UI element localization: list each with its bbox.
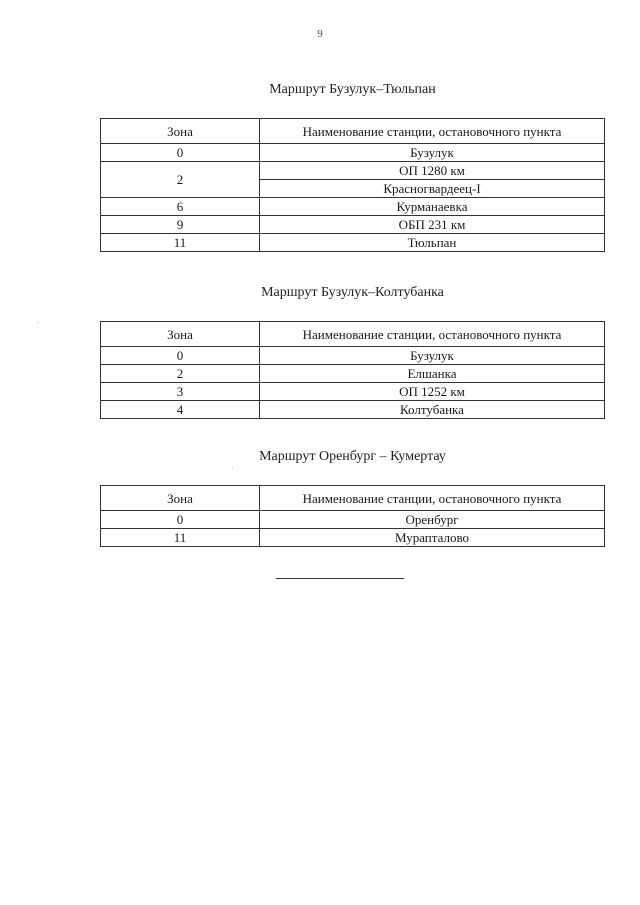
zone-cell: 11: [101, 529, 260, 547]
station-cell: ОП 1280 км: [260, 162, 605, 180]
zone-cell: 9: [101, 216, 260, 234]
table-row: [101, 365, 605, 383]
station-cell: Оренбург: [260, 511, 605, 529]
zone-cell: 11: [101, 234, 260, 252]
scan-speck: [232, 467, 233, 468]
table-row: [101, 529, 605, 547]
table-row: [101, 144, 605, 162]
zone-cell: 0: [101, 347, 260, 365]
scan-speck: [37, 322, 38, 323]
zones-table: [100, 321, 605, 419]
table-row: [101, 383, 605, 401]
table-row: [101, 511, 605, 529]
table-row: [101, 401, 605, 419]
route-section-buzuluk-tyulpan: [100, 82, 605, 252]
zone-cell: 3: [101, 383, 260, 401]
station-cell: Красногвардеец-I: [260, 180, 605, 198]
station-column-header: Наименование станции, остановочного пункта: [260, 322, 605, 347]
table-row: [101, 347, 605, 365]
station-cell: ОБП 231 км: [260, 216, 605, 234]
station-cell: Бузулук: [260, 347, 605, 365]
route-title: Маршрут Оренбург – Кумертау: [259, 449, 446, 464]
table-header-row: [101, 119, 605, 144]
route-section-orenburg-kumertau: [100, 449, 605, 547]
zones-table: [100, 485, 605, 547]
route-section-buzuluk-koltubanka: [100, 285, 605, 419]
zones-table: [100, 118, 605, 252]
station-column-header: Наименование станции, остановочного пункта: [260, 119, 605, 144]
zone-column-header: Зона: [101, 322, 260, 347]
end-of-document-line: [276, 578, 404, 579]
table-row: [101, 162, 605, 180]
zone-cell: 0: [101, 511, 260, 529]
station-cell: Колтубанка: [260, 401, 605, 419]
page-number: 9: [317, 28, 323, 40]
station-cell: Курманаевка: [260, 198, 605, 216]
table-header-row: [101, 486, 605, 511]
table-row: [101, 234, 605, 252]
zone-cell: 2: [101, 162, 260, 198]
station-cell: Тюльпан: [260, 234, 605, 252]
zone-column-header: Зона: [101, 486, 260, 511]
zone-cell: 4: [101, 401, 260, 419]
station-cell: Елшанка: [260, 365, 605, 383]
station-cell: Мурапталово: [260, 529, 605, 547]
zone-column-header: Зона: [101, 119, 260, 144]
station-cell: ОП 1252 км: [260, 383, 605, 401]
table-row: [101, 216, 605, 234]
zone-cell: 0: [101, 144, 260, 162]
zone-cell: 6: [101, 198, 260, 216]
route-title: Маршрут Бузулук–Колтубанка: [261, 285, 444, 300]
table-row: [101, 198, 605, 216]
station-column-header: Наименование станции, остановочного пункта: [260, 486, 605, 511]
zone-cell: 2: [101, 365, 260, 383]
station-cell: Бузулук: [260, 144, 605, 162]
table-header-row: [101, 322, 605, 347]
route-title: Маршрут Бузулук–Тюльпан: [269, 82, 436, 97]
